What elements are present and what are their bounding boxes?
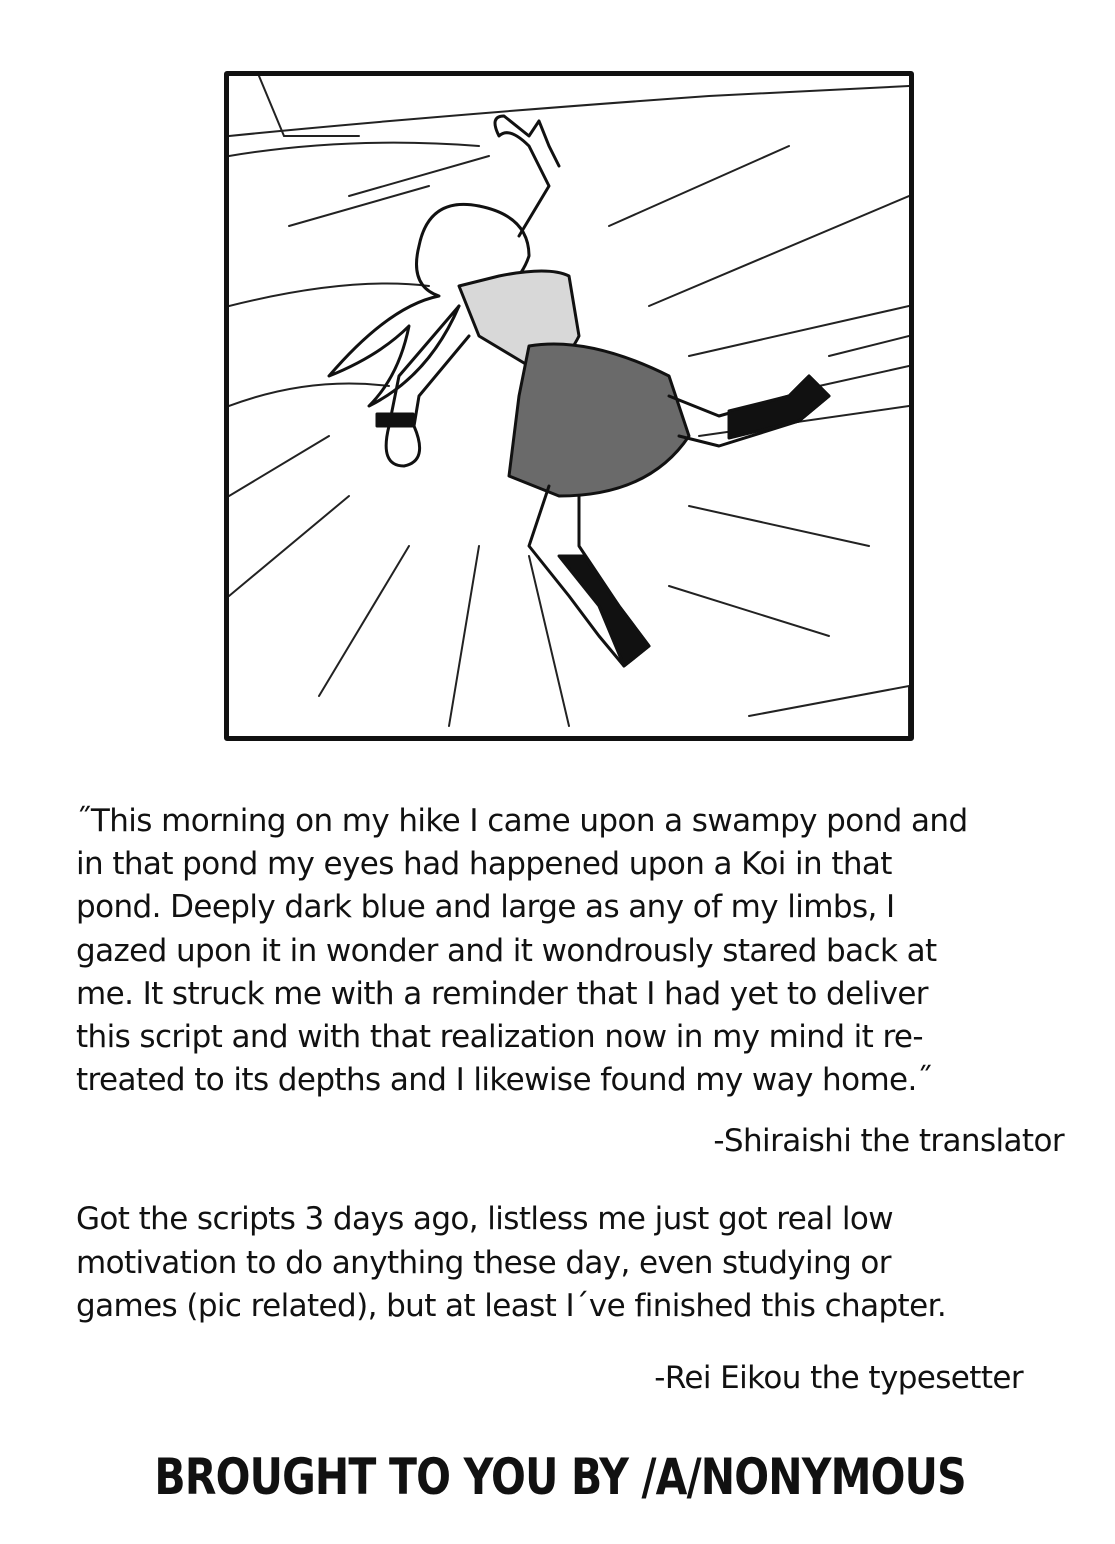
quote-line: pond. Deeply dark blue and large as any of my limbs, I: [76, 889, 895, 926]
note-line: Got the scripts 3 days ago, listless me just got real low: [76, 1201, 893, 1237]
quote-line: treated to its depths and I likewise found my way home.˝: [76, 1062, 932, 1099]
quote-line: gazed upon it in wonder and it wondrously stared back at: [76, 932, 937, 969]
quote-line: in that pond my eyes had happened upon a Koi in that: [76, 846, 892, 883]
translator-quote: [76, 800, 1066, 1102]
note-line: motivation to do anything these day, even studying or: [76, 1244, 891, 1281]
translator-signature: -Shiraishi the translator: [713, 1123, 1064, 1159]
manga-girl-falling-on-bed-illustration: [229, 76, 909, 736]
typesetter-note: [76, 1198, 1076, 1329]
quote-line: ˝This morning on my hike I came upon a swampy pond and: [76, 803, 968, 839]
group-credit: BROUGHT TO YOU BY /A/NONYMOUS: [154, 1448, 966, 1506]
typesetter-signature: -Rei Eikou the typesetter: [654, 1360, 1023, 1396]
quote-line: me. It struck me with a reminder that I had yet to deliver: [76, 975, 928, 1012]
manga-panel: [224, 71, 914, 741]
quote-line: this script and with that realization now in my mind it re-: [76, 1019, 923, 1056]
note-line: games (pic related), but at least I´ve finished this chapter.: [76, 1288, 947, 1324]
